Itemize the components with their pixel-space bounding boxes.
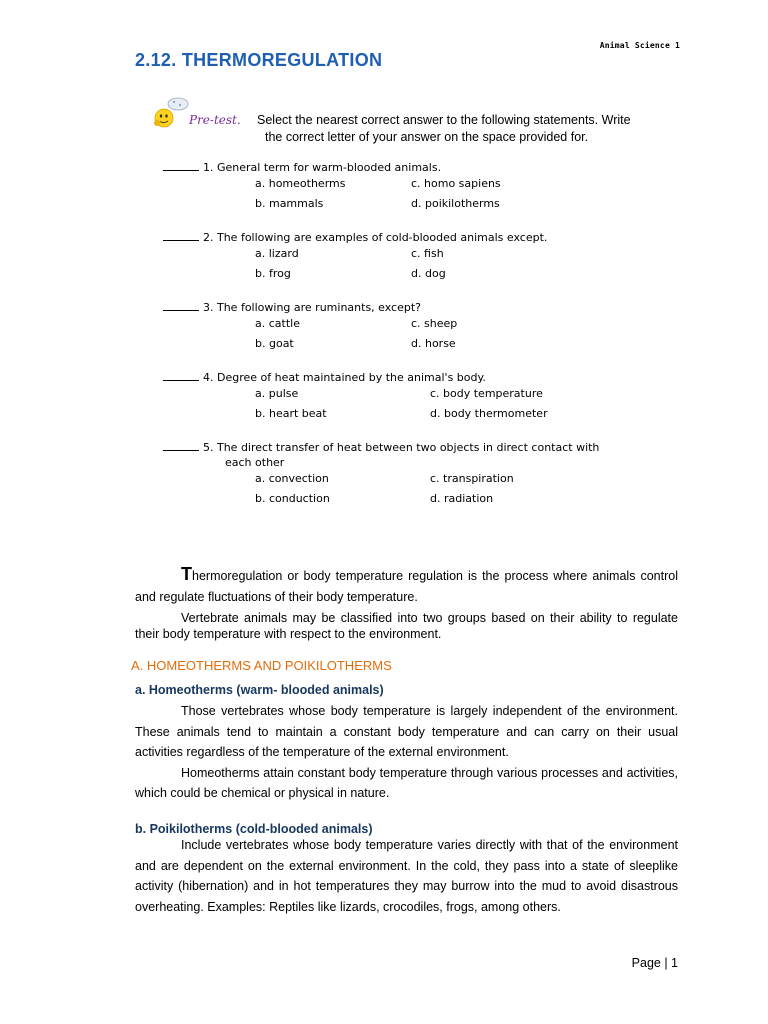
answer-blank-5[interactable] [163, 440, 199, 451]
option-c: c. sheep [411, 317, 458, 330]
option-a: a. pulse [255, 387, 299, 400]
pretest-instruction-line2: the correct letter of your answer on the space provided for. [265, 130, 589, 144]
drop-cap: T [181, 564, 192, 584]
answer-blank-1[interactable] [163, 160, 199, 171]
question-2 [163, 230, 683, 282]
option-d: d. radiation [430, 492, 494, 505]
poikilotherms-body [135, 835, 678, 917]
intro-paragraph-1 [135, 566, 678, 607]
option-a: a. homeotherms [255, 177, 346, 190]
option-c: c. body temperature [430, 387, 543, 400]
intro-paragraph-2 [135, 610, 678, 642]
pretest-label: Pre-test. [189, 113, 241, 127]
intro-text-2: Vertebrate animals may be classified into two groups based on their ability to regulate their body temperature with respect to the environment. [135, 611, 678, 641]
poikilotherms-heading: b. Poikilotherms (cold-blooded animals) [135, 822, 373, 836]
question-5 [163, 440, 683, 507]
answer-blank-4[interactable] [163, 370, 199, 381]
option-b: b. frog [255, 267, 291, 280]
option-c: c. homo sapiens [411, 177, 501, 190]
section-heading-a: A. HOMEOTHERMS AND POIKILOTHERMS [131, 658, 392, 673]
homeotherms-para-1: Those vertebrates whose body temperature is largely independent of the environment. These animals tend to maintain a constant body temperature and can carry on their usual activities regardless of the temperature of the external environment. [135, 704, 678, 759]
poikilotherms-para-1: Include vertebrates whose body temperature varies directly with that of the environment and are dependent on the external environment. In the cold, they pass into a state of sleeplike activity (hibernation) and in hot temperatures they may burrow into the mud to avoid disastrous overheating. Examples: Reptiles like lizards, crocodiles, frogs, among others. [135, 838, 678, 914]
question-stem: 1. General term for warm-blooded animals. [203, 161, 442, 174]
page-title: 2.12. THERMOREGULATION [135, 50, 383, 70]
option-d: d. poikilotherms [411, 197, 500, 210]
option-c: c. transpiration [430, 472, 514, 485]
question-stem: 5. The direct transfer of heat between two objects in direct contact with [203, 441, 600, 454]
question-stem-continuation: each other [225, 456, 285, 469]
running-header: Animal Science 1 [599, 41, 680, 50]
option-b: b. mammals [255, 197, 324, 210]
option-b: b. goat [255, 337, 294, 350]
homeotherms-para-2: Homeotherms attain constant body temperature through various processes and activities, which could be chemical or physical in nature. [135, 765, 678, 800]
option-a: a. cattle [255, 317, 300, 330]
pretest-instructions [257, 112, 677, 146]
option-d: d. body thermometer [430, 407, 548, 420]
option-d: d. horse [411, 337, 456, 350]
thinking-face-icon [153, 96, 189, 130]
page-number: Page | 1 [631, 956, 678, 970]
question-1 [163, 160, 683, 212]
homeotherms-body [135, 701, 678, 804]
option-b: b. heart beat [255, 407, 327, 420]
answer-blank-3[interactable] [163, 300, 199, 311]
option-a: a. lizard [255, 247, 299, 260]
question-4 [163, 370, 683, 422]
answer-blank-2[interactable] [163, 230, 199, 241]
question-stem: 2. The following are examples of cold-blooded animals except. [203, 231, 548, 244]
intro-text-1: hermoregulation or body temperature regulation is the process where animals control and regulate fluctuations of their body temperature. [135, 569, 678, 604]
option-a: a. convection [255, 472, 329, 485]
pretest-instruction-line1: Select the nearest correct answer to the following statements. Write [257, 113, 631, 127]
option-d: d. dog [411, 267, 446, 280]
quiz-list [163, 160, 683, 525]
question-stem: 4. Degree of heat maintained by the animal's body. [203, 371, 486, 384]
homeotherms-heading: a. Homeotherms (warm- blooded animals) [135, 683, 384, 697]
option-c: c. fish [411, 247, 444, 260]
question-3 [163, 300, 683, 352]
question-stem: 3. The following are ruminants, except? [203, 301, 422, 314]
option-b: b. conduction [255, 492, 330, 505]
